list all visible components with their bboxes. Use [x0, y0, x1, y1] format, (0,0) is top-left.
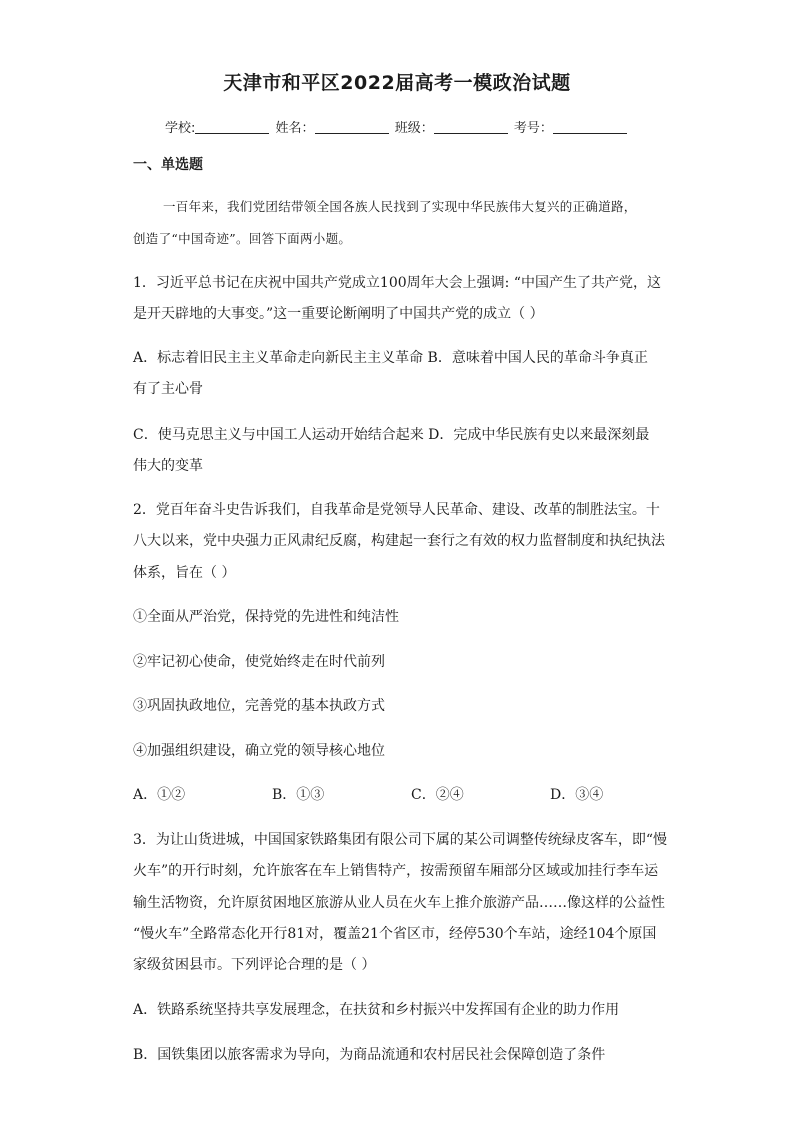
q1-option-line: 有了主心骨 — [133, 381, 203, 397]
q3-option-a[interactable]: A．铁路系统坚持共享发展理念，在扶贫和乡村振兴中发挥国有企业的助力作用 — [133, 1002, 620, 1018]
q2-item: ①全面从严治党，保持党的先进性和纯洁性 — [133, 609, 399, 625]
number-label: 考号： — [513, 121, 553, 136]
q2-stem-line: 八大以来，党中央强力正风肃纪反腐，构建起一套行之有效的权力监督制度和执纪执法 — [133, 533, 665, 549]
q2-item: ③巩固执政地位，完善党的基本执政方式 — [133, 698, 385, 714]
q3-stem-line: 输生活物资，允许原贫困地区旅游从业人员在火车上推介旅游产品……像这样的公益性 — [133, 895, 665, 911]
school-blank[interactable] — [195, 121, 269, 134]
q2-stem-line: 体系，旨在（ ） — [133, 565, 236, 581]
class-label: 班级： — [394, 121, 434, 136]
q3-option-b[interactable]: B．国铁集团以旅客需求为导向，为商品流通和农村居民社会保障创造了条件 — [133, 1047, 606, 1063]
q3-stem-line: 火车”的开行时刻，允许旅客在车上销售特产，按需预留车厢部分区域或加挂行李车运 — [133, 863, 659, 879]
q2-option-d[interactable]: D．③④ — [550, 787, 604, 803]
name-label: 姓名： — [275, 121, 315, 136]
page-title: 天津市和平区2022届高考一模政治试题 — [223, 72, 571, 94]
student-info-row — [165, 117, 629, 136]
q1-stem-line: 是开天辟地的大事变。”这一重要论断阐明了中国共产党的成立（ ） — [133, 306, 544, 322]
q1-option-line: 伟大的变革 — [133, 458, 203, 474]
section-heading: 一、单选题 — [133, 157, 203, 173]
q2-item: ④加强组织建设，确立党的领导核心地位 — [133, 743, 385, 759]
q2-stem-line: 2．党百年奋斗史告诉我们，自我革命是党领导人民革命、建设、改革的制胜法宝。十 — [133, 502, 660, 518]
q2-option-b[interactable]: B．①③ — [272, 787, 325, 803]
q2-option-c[interactable]: C．②④ — [411, 787, 464, 803]
name-blank[interactable] — [315, 121, 389, 134]
q3-stem-line: 家级贫困县市。下列评论合理的是（ ） — [133, 957, 376, 973]
q2-option-a[interactable]: A．①② — [133, 787, 186, 803]
q1-option-line: C．使马克思主义与中国工人运动开始结合起来 D．完成中华民族有史以来最深刻最 — [133, 427, 650, 443]
q1-option-line: A．标志着旧民主主义革命走向新民主主义革命 B．意味着中国人民的革命斗争真正 — [133, 350, 648, 366]
q3-stem-line: “慢火车”全路常态化开行81对，覆盖21个省区市，经停530个车站，途经104个原国 — [133, 926, 657, 942]
q2-item: ②牢记初心使命，使党始终走在时代前列 — [133, 654, 385, 670]
intro-line: 一百年来，我们党团结带领全国各族人民找到了实现中华民族伟大复兴的正确道路， — [163, 199, 637, 214]
number-blank[interactable] — [553, 121, 627, 134]
intro-line: 创造了“中国奇迹”。回答下面两小题。 — [133, 231, 352, 246]
class-blank[interactable] — [434, 121, 508, 134]
q3-stem-line: 3．为让山货进城，中国国家铁路集团有限公司下属的某公司调整传统绿皮客车，即“慢 — [133, 832, 668, 848]
school-label: 学校: — [165, 121, 196, 136]
q1-stem-line: 1．习近平总书记在庆祝中国共产党成立100周年大会上强调: “中国产生了共产党，这 — [133, 275, 661, 291]
q2-options — [133, 784, 689, 804]
